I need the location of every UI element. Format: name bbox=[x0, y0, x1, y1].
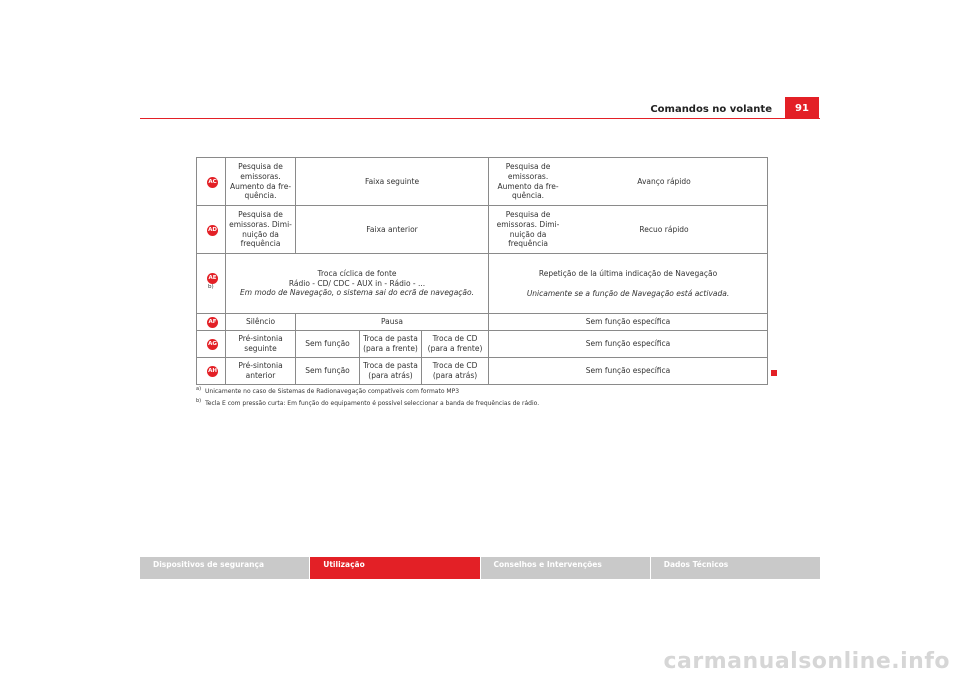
table-row bbox=[197, 254, 768, 314]
table-cell: Faixa anterior bbox=[296, 206, 489, 254]
row-label bbox=[197, 358, 226, 385]
table-cell-text: Pesquisa de emissoras. Dimi- nuição da frequência bbox=[496, 210, 560, 249]
table-cell-text: Rádio - CD/ CDC - AUX in - Rádio - ... bbox=[288, 278, 426, 288]
table-cell-note: Em modo de Navegação, o sistema sai do ecrã de navegação. bbox=[240, 288, 474, 298]
table-cell: Pré-sintonia seguinte bbox=[226, 331, 296, 358]
header-divider bbox=[140, 118, 820, 119]
table-cell: Sem função específica bbox=[489, 314, 768, 331]
table-cell: Sem função bbox=[296, 358, 360, 385]
footnotes bbox=[196, 385, 776, 408]
table-cell: Faixa seguinte bbox=[296, 158, 489, 206]
footnote-text: Tecla E com pressão curta: Em função do equipamento é possível seleccionar a banda de frequências de rádio. bbox=[205, 399, 540, 407]
table-cell: Pesquisa de emissoras. Dimi- nuição da frequência bbox=[226, 206, 296, 254]
table-cell: Sem função específica bbox=[489, 358, 768, 385]
button-badge: AD bbox=[207, 225, 218, 236]
button-badge: AC bbox=[207, 177, 218, 188]
row-label bbox=[197, 314, 226, 331]
button-badge: AF bbox=[207, 317, 218, 328]
nav-tab-advice[interactable]: Conselhos e Intervenções bbox=[481, 557, 650, 579]
table-cell-note: Unicamente se a função de Navegação está activada. bbox=[526, 288, 730, 298]
footnote-mark: a) bbox=[196, 386, 202, 392]
table-cell: Troca de CD (para a frente) bbox=[422, 331, 489, 358]
table-row bbox=[197, 358, 768, 385]
table-row bbox=[197, 206, 768, 254]
chapter-nav bbox=[140, 557, 820, 579]
table-cell bbox=[489, 254, 768, 314]
table-cell-text: Repetição de la última indicação de Navegação bbox=[538, 268, 718, 278]
table-cell: Pausa bbox=[296, 314, 489, 331]
footnote-ref: b) bbox=[208, 284, 214, 291]
table-cell: Troca de pasta (para a frente) bbox=[360, 331, 422, 358]
table-cell: Sem função bbox=[296, 331, 360, 358]
page-number: 91 bbox=[785, 97, 819, 119]
table-cell: Troca de CD (para atrás) bbox=[422, 358, 489, 385]
row-label bbox=[197, 158, 226, 206]
button-badge: AG bbox=[207, 339, 218, 350]
nav-tab-safety[interactable]: Dispositivos de segurança bbox=[140, 557, 309, 579]
section-end-marker bbox=[771, 370, 777, 376]
table-row bbox=[197, 331, 768, 358]
table-cell-text: Pesquisa de emissoras. Aumento da fre- quência. bbox=[497, 162, 559, 201]
table-row bbox=[197, 158, 768, 206]
table-cell bbox=[489, 158, 768, 206]
nav-tab-technical-data[interactable]: Dados Técnicos bbox=[651, 557, 820, 579]
footnote-mark: b) bbox=[196, 397, 202, 404]
table-cell-text: Avanço rápido bbox=[637, 176, 691, 186]
footnote bbox=[196, 397, 776, 409]
watermark: carmanualsonline.info bbox=[663, 649, 950, 674]
table-cell: Troca de pasta (para atrás) bbox=[360, 358, 422, 385]
table-cell: Sem função específica bbox=[489, 331, 768, 358]
page-section-title: Comandos no volante bbox=[650, 104, 772, 115]
row-label bbox=[197, 254, 226, 314]
table-row bbox=[197, 314, 768, 331]
footnote-text: Unicamente no caso de Sistemas de Radionavegação compatíveis com formato MP3 bbox=[205, 388, 460, 395]
row-label bbox=[197, 206, 226, 254]
footnote bbox=[196, 385, 776, 397]
button-badge: AH bbox=[207, 366, 218, 377]
table-cell bbox=[489, 206, 768, 254]
button-badge: AE bbox=[207, 273, 218, 284]
row-label bbox=[197, 331, 226, 358]
steering-controls-table bbox=[196, 157, 768, 385]
table-cell: Pesquisa de emissoras. Aumento da fre- quência. bbox=[226, 158, 296, 206]
table-cell bbox=[226, 254, 489, 314]
table-cell-text: Troca cíclica de fonte bbox=[317, 268, 397, 278]
table-cell-text: Recuo rápido bbox=[639, 224, 689, 234]
nav-tab-usage[interactable]: Utilização bbox=[310, 557, 479, 579]
table-cell: Silêncio bbox=[226, 314, 296, 331]
table-cell: Pré-sintonia anterior bbox=[226, 358, 296, 385]
